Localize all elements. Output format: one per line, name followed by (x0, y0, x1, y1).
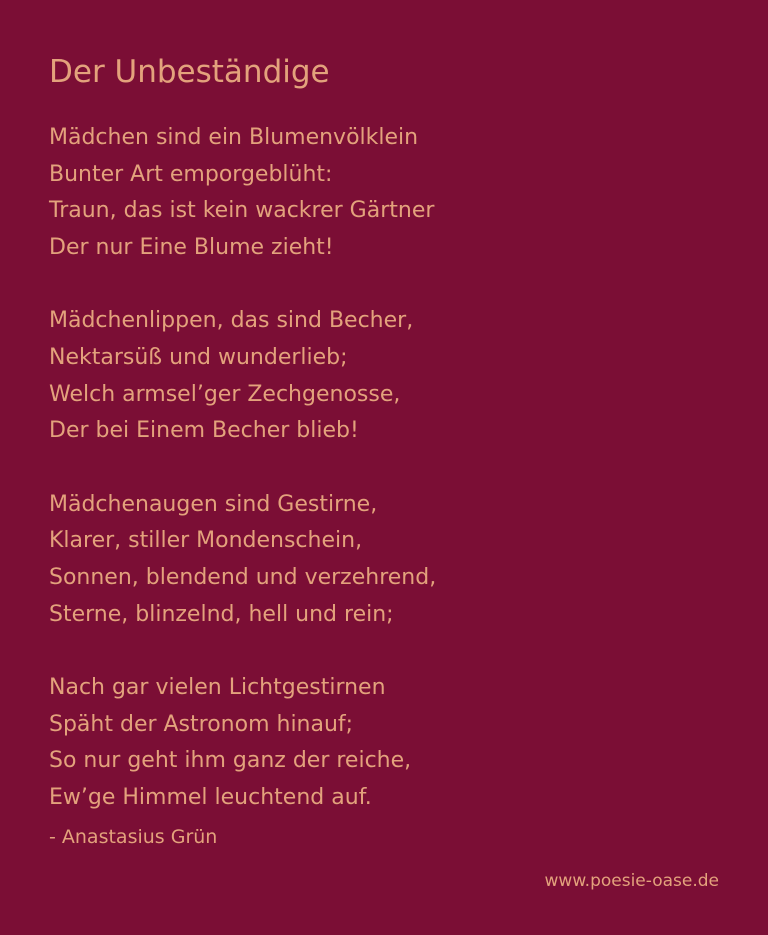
poem-line: Späht der Astronom hinauf; (49, 711, 354, 737)
poem-line: Sonnen, blendend und verzehrend, (49, 564, 437, 590)
stanza-3 (49, 487, 729, 633)
poem-body (49, 120, 729, 817)
poem-line: Ew’ge Himmel leuchtend auf. (49, 784, 372, 810)
poem-title: Der Unbeständige (49, 54, 330, 90)
stanza-1 (49, 120, 729, 266)
poem-line: Bunter Art emporgeblüht: (49, 161, 333, 187)
stanza-4 (49, 670, 729, 816)
stanza-2 (49, 303, 729, 449)
poem-line: Nektarsüß und wunderlieb; (49, 344, 348, 370)
poem-line: Traun, das ist kein wackrer Gärtner (49, 198, 435, 224)
poem-line: Welch armsel’ger Zechgenosse, (49, 381, 401, 407)
poem-line: Klarer, stiller Mondenschein, (49, 528, 363, 554)
poem-line: Mädchen sind ein Blumenvölklein (49, 125, 419, 150)
poem-line: Mädchenaugen sind Gestirne, (49, 491, 378, 517)
poem-line: Der bei Einem Becher blieb! (49, 418, 359, 444)
poem-line: Mädchenlippen, das sind Becher, (49, 308, 414, 334)
poem-line: Der nur Eine Blume zieht! (49, 234, 334, 260)
website-link[interactable]: www.poesie-oase.de (544, 871, 719, 891)
poem-line: So nur geht ihm ganz der reiche, (49, 748, 412, 774)
poem-author: - Anastasius Grün (49, 826, 218, 848)
poem-line: Sterne, blinzelnd, hell und rein; (49, 601, 394, 627)
poem-line: Nach gar vielen Lichtgestirnen (49, 675, 386, 701)
